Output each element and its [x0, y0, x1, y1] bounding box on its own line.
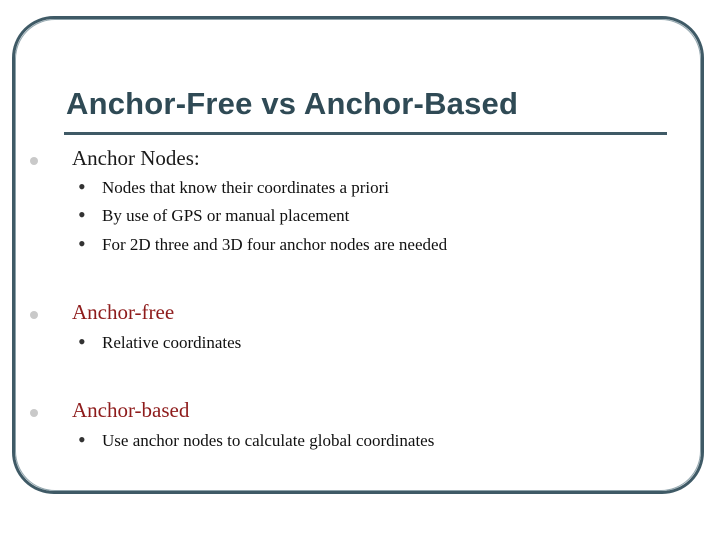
bullet-icon: •: [78, 329, 86, 354]
bullet-icon: •: [78, 174, 86, 199]
list-item: [78, 329, 242, 354]
section-heading-anchor-nodes: Anchor Nodes:: [72, 146, 200, 170]
slide-title: Anchor-Free vs Anchor-Based: [66, 86, 519, 121]
bullet-icon: [30, 311, 38, 319]
list-item-text: By use of GPS or manual placement: [102, 206, 350, 225]
title-underline: [64, 132, 667, 135]
bullet-icon: [30, 409, 38, 417]
section-heading-anchor-based: Anchor-based: [72, 398, 190, 422]
list-item: [78, 202, 350, 227]
list-item-text: Nodes that know their coordinates a priori: [102, 178, 390, 197]
bullet-icon: •: [78, 202, 86, 227]
list-item-text: Use anchor nodes to calculate global coordinates: [102, 431, 435, 450]
bullet-icon: [30, 157, 38, 165]
list-item: [78, 231, 448, 256]
list-item: [78, 174, 390, 199]
list-item-text: For 2D three and 3D four anchor nodes are needed: [102, 235, 448, 254]
section-heading-anchor-free: Anchor-free: [72, 300, 175, 324]
list-item: [78, 427, 435, 452]
list-item-text: Relative coordinates: [102, 333, 242, 352]
bullet-icon: •: [78, 427, 86, 452]
bullet-icon: •: [78, 231, 86, 256]
